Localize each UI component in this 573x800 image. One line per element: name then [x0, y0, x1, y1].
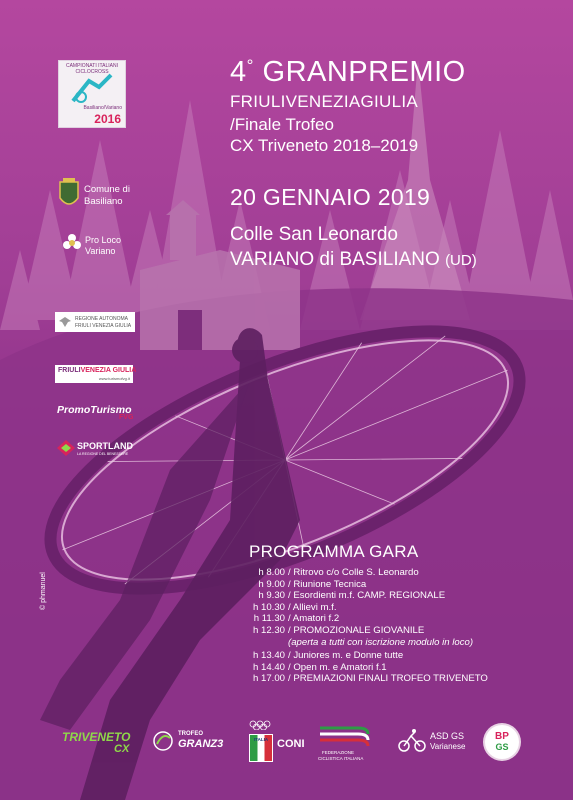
program-event: / Allievi m.f. [288, 601, 337, 613]
regione-fvg-logo [55, 312, 135, 332]
coni-shield [249, 734, 273, 762]
sportland-sub: LA REGIONE DEL BENESSERE [77, 452, 129, 456]
friuli-logo-text [58, 367, 136, 374]
friuli-url: www.turismofvg.it [98, 376, 130, 381]
trofeo-text: TROFEO [178, 731, 203, 737]
program-time: h 17.00 [252, 673, 285, 685]
event-title [230, 58, 466, 87]
triveneto-cx-logo [62, 730, 131, 755]
title-main: GRANPREMIO [262, 56, 466, 88]
program-item [249, 602, 488, 614]
championship-sub-text: Basiliano/Variano [83, 105, 122, 111]
bp-sub: GS [495, 742, 509, 752]
program-item [254, 579, 488, 591]
edition-suffix: ° [246, 56, 254, 75]
program-time: h 8.00 [258, 567, 285, 578]
promoturismo-logo [57, 404, 134, 421]
program-item [249, 673, 488, 685]
sportland-text: SPORTLAND [77, 441, 133, 451]
program-time: h 9.00 [258, 578, 285, 590]
bp-gs-badge [485, 725, 519, 759]
region-name: FRIULIVENEZIAGIULIA [230, 92, 419, 111]
program-item [249, 625, 488, 637]
program-title: PROGRAMMA GARA [249, 542, 419, 561]
program-event: / Riunione Tecnica [288, 578, 367, 590]
comune-line-2: Basiliano [84, 196, 123, 207]
photo-credit: © phmanuel [40, 572, 47, 610]
eagle-icon [58, 315, 72, 329]
church-illustration [140, 200, 300, 350]
bp-text: BP [495, 731, 509, 742]
championship-badge [58, 60, 126, 128]
program-item [249, 662, 488, 674]
program-item [249, 613, 488, 625]
program-event: / PROMOZIONALE GIOVANILE [288, 624, 425, 636]
championship-year: 2016 [94, 112, 121, 126]
friuli-part-1: FRIULI [58, 367, 81, 374]
fci-line-2: CICLISTICA ITALIANA [318, 756, 364, 761]
friuli-venezia-giulia-logo [55, 365, 137, 383]
venue-line-1: Colle San Leonardo [230, 224, 398, 245]
regione-line-1: REGIONE AUTONOMA [75, 316, 128, 322]
championship-top-text: CAMPIONATI ITALIANI CICLOCROSS [65, 63, 119, 75]
promoturismo-sub: FVG [119, 414, 134, 421]
fci-logo [318, 724, 370, 764]
program-event: / Open m. e Amatori f.1 [288, 661, 387, 673]
trofeo-swoosh-icon [152, 730, 174, 752]
program-time: h 12.30 [252, 624, 285, 636]
venue-main: VARIANO di BASILIANO [230, 249, 440, 270]
program-event: / PREMIAZIONI FINALI TROFEO TRIVENETO [288, 673, 488, 685]
program-note: (aperta a tutti con iscrizione modulo in loco) [288, 636, 474, 648]
finale-line: /Finale Trofeo [230, 115, 334, 134]
program-event: / Ritrovo c/o Colle S. Leonardo [288, 567, 419, 578]
triveneto-cx-text: CX [114, 743, 130, 755]
series-line: CX Triveneto 2018–2019 [230, 136, 419, 155]
coni-shield-label: ITALIA [253, 737, 269, 742]
proloco-line-1: Pro Loco [85, 235, 122, 245]
program-event: / Juniores m. e Donne tutte [288, 650, 404, 662]
program-item [254, 590, 488, 602]
flower-icon [62, 233, 82, 253]
comune-line-1: Comune di [84, 184, 130, 195]
program-time: h 14.40 [252, 661, 285, 673]
program-item [254, 567, 488, 579]
triveneto-text: TRIVENETO [62, 730, 131, 744]
regione-line-2: FRIULI VENEZIA GIULIA [75, 323, 132, 329]
sportland-mark-icon [57, 440, 75, 456]
program-time: h 9.30 [258, 590, 285, 602]
event-date: 20 GENNAIO 2019 [230, 184, 431, 210]
coat-of-arms-icon [58, 178, 80, 210]
program-time: h 13.40 [252, 650, 285, 662]
fci-stripes-icon [318, 724, 370, 746]
trofeo-name: GRANZ3 [178, 738, 224, 750]
asd-line-2: Varianese [430, 742, 466, 751]
venue-province: (UD) [445, 252, 477, 269]
program-item [249, 650, 488, 662]
venue-line-2 [230, 250, 477, 269]
fci-line-1: FEDERAZIONE [322, 750, 355, 755]
friuli-part-2: VENEZIA GIULIA [80, 367, 137, 374]
edition-number: 4 [230, 56, 247, 88]
program-list [254, 567, 488, 685]
program-event: / Amatori f.2 [288, 613, 340, 625]
program-event: / Esordienti m.f. CAMP. REGIONALE [288, 590, 446, 602]
program-time: h 11.30 [253, 613, 285, 625]
asd-line-1: ASD GS [430, 731, 465, 741]
program-time: h 10.30 [252, 601, 285, 613]
cyclist-icon [398, 728, 426, 752]
proloco-line-2: Variano [85, 246, 116, 256]
cyclist-icon [69, 73, 115, 103]
coni-text: CONI [277, 738, 305, 750]
olympic-rings-icon [249, 720, 271, 730]
promoturismo-text: PromoTurismo [57, 404, 132, 416]
